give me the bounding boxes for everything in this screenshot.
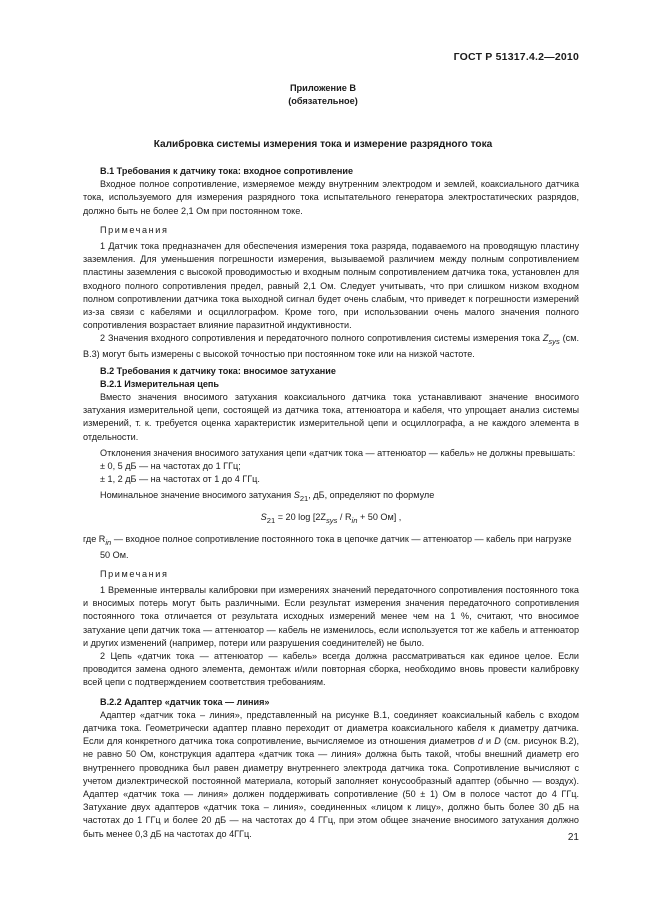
- annex-heading: [0, 82, 646, 108]
- section-b1-paragraph: Входное полное сопротивление, измеряемое между внутренним электродом и землей, коаксиального датчика тока, используемого для измерения разрядного тока испытательного генератора электростатических разрядов, должно быть не более 2,1 Ом при постоянном токе.: [83, 179, 579, 216]
- section-b21-heading: В.2.1 Измерительная цепь: [100, 378, 220, 389]
- list-item: ± 1, 2 дБ — на частотах от 1 до 4 ГГц.: [100, 474, 260, 485]
- section-b22-paragraph: Адаптер «датчик тока – линия», представленный на рисунке В.1, соединяет коаксиальный кабель с входом датчика тока. Геометрически адаптер плавно переходит от диаметра коаксиального кабеля к диаметру датчика. Если для конкретного датчика тока сопротивление, вычисляемое из отношения диаметров d и D (см. рисунок В.2), не равно 50 Ом, конструкция адаптера «датчик тока — линия» должна быть такой, чтобы внешний диаметр его внутреннего проводника был равен диаметру внутреннего электрода датчика тока. Сопротивление вычисляют с учетом диэлектрической постоянной материала, который заполняет конусообразный адаптер (обычно — воздух). Адаптер «датчик тока — линия» должен поддерживать сопротивление (50 ± 1) Ом в полосе частот до 4 ГГц. Затухание двух адаптеров «датчик тока – линия», соединенных «лицом к лицу», должно быть более 30 дБ на частотах до 1 ГГц и более 20 дБ — на частотах до 4 ГГц, при этом общее значение вносимого затухания должно быть менее 0,3 дБ на частотах до 4ГГц.: [83, 709, 580, 839]
- note-paragraph: 2 Значения входного сопротивления и передаточного полного сопротивления системы измерения тока $Z_{sys}$ (см. В.3) могут быть измерены с высокой точностью при постоянном токе или на низкой частоте.: [83, 333, 579, 360]
- notes-label: Примечания: [100, 224, 169, 235]
- section-b22-heading: В.2.2 Адаптер «датчик тока — линия»: [100, 696, 270, 707]
- deviation-paragraph: Отклонения значения вносимого затухания цепи «датчик тока — аттенюатор — кабель» не должны превышать:: [100, 447, 576, 458]
- where-clause-continuation: 50 Ом.: [100, 549, 129, 560]
- annex-status: (обязательное): [288, 96, 358, 106]
- where-clause: где $R_{in}$ — входное полное сопротивление постоянного тока в цепочке датчик — аттенюатор — кабель при нагрузке: [83, 533, 572, 547]
- section-b2-heading: В.2 Требования к датчику тока: вносимое затухание: [100, 365, 336, 376]
- formula: $S_{21} = 20$ $\log [2Z_{sys} / R_{in} + 50$ Ом] ,: [260, 511, 402, 525]
- note-paragraph: 2 Цепь «датчик тока — аттенюатор — кабель» всегда должна рассматриваться как единое целое. Если проводится замена одного элемента, демонтаж и/или повторная сборка, необходимо вновь провести калибровку всей цепи с подтверждением соответствия требованиям.: [83, 650, 579, 688]
- notes-label: Примечания: [100, 568, 169, 579]
- section-b21-paragraph: Вместо значения вносимого затухания коаксиального датчика тока устанавливают значение вносимого затухания измерительной цепи, состоящей из датчика тока, аттенюатора и кабеля, что упрощает анализ системы измерений, т. к. требуется оценка характеристик измерительной цепи и осциллографа, а не каждого элемента в отдельности.: [83, 392, 579, 442]
- note-paragraph: 1 Датчик тока предназначен для обеспечения измерения тока разряда, подаваемого на проводящую пластину заземления. Для уменьшения погрешности измерения, вызываемой различием между полным сопротивлением пластины заземления с высокой проводимостью и входным полным сопротивлением датчика тока, установлен для входного полного сопротивления предел, равный 2,1 Ом. Следует учитывать, что при слишком низком входном полном сопротивлении датчика тока выходной сигнал будет очень слабым, что приведет к погрешности измерений из-за связи с кабелями и осциллографом. Кроме того, при использовании очень малого значения полного сопротивления возрастает влияние паразитной индуктивности.: [83, 241, 579, 331]
- list-item: ± 0, 5 дБ — на частотах до 1 ГГц;: [100, 461, 241, 472]
- nominal-paragraph: Номинальное значение вносимого затухания $S_{21}$, дБ, определяют по формуле: [100, 490, 435, 504]
- document-title: Калибровка системы измерения тока и измерение разрядного тока: [153, 139, 493, 150]
- note-paragraph: 1 Временные интервалы калибровки при измерениях значений передаточного сопротивления постоянного тока и вносимых потерь могут быть различными. Если результат измерения значения передаточного сопротивления постоянного тока отличается от результата исходных измерений менее чем на 1 %, считают, что вносимое затухание цепи датчик тока — аттенюатор — кабель не изменилось, если используется тот же кабель и аттенюатор и других изменений (например, потери или разрушения соединителей) не было.: [83, 584, 579, 648]
- standard-code: ГОСТ Р 51317.4.2—2010: [453, 51, 579, 63]
- annex-title: Приложение В: [289, 83, 357, 93]
- page-number: 21: [567, 832, 579, 843]
- section-b1-heading: В.1 Требования к датчику тока: входное сопротивление: [100, 166, 354, 176]
- document-body: [83, 165, 579, 841]
